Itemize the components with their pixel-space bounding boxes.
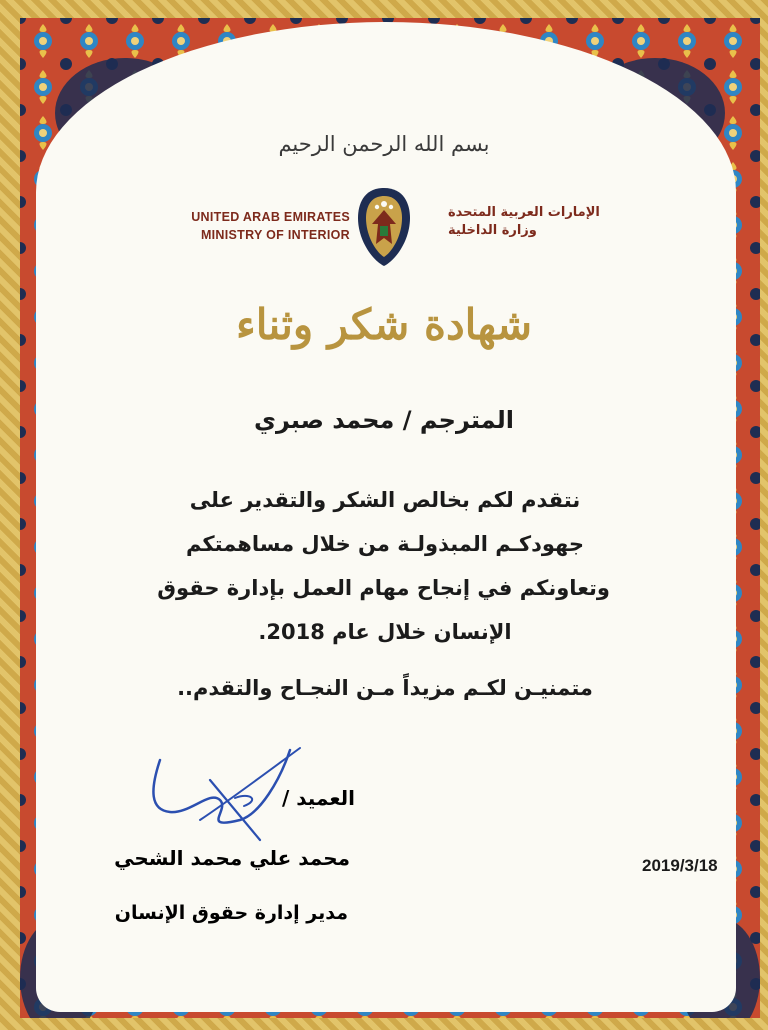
recipient-line: المترجم / محمد صبري [253, 406, 515, 434]
org-arabic [448, 204, 648, 240]
certificate-title: شهادة شكر وثناء [235, 300, 533, 349]
basmala-header: بسم الله الرحمن الرحيم [278, 132, 490, 156]
body-line-1: نتقدم لكم بخالص الشكر والتقدير على [189, 488, 581, 512]
uae-emblem-icon [356, 186, 412, 272]
org-ar-line2: وزارة الداخلية [448, 223, 537, 238]
signatory-rank: العميد / [281, 786, 355, 810]
closing-line: متمنيـن لكـم مزيداً مـن النجـاح والتقدم.. [177, 676, 593, 700]
org-ar-line1: الإمارات العربية المتحدة [448, 205, 600, 220]
signatory-role: مدير إدارة حقوق الإنسان [114, 902, 348, 924]
body-line-3: وتعاونكم في إنجاح مهام العمل بإدارة حقوق [157, 576, 610, 600]
org-en-line1: UNITED ARAB EMIRATES [191, 210, 350, 224]
body-line-2: جهودكـم المبذولـة من خلال مساهمتكم [185, 532, 585, 556]
body-line-4: الإنسان خلال عام 2018. [258, 620, 512, 644]
signatory-name: محمد علي محمد الشحي [114, 846, 350, 870]
org-english [150, 208, 350, 244]
org-en-line2: MINISTRY OF INTERIOR [200, 228, 350, 242]
certificate-date: 2019/3/18 [642, 856, 718, 875]
